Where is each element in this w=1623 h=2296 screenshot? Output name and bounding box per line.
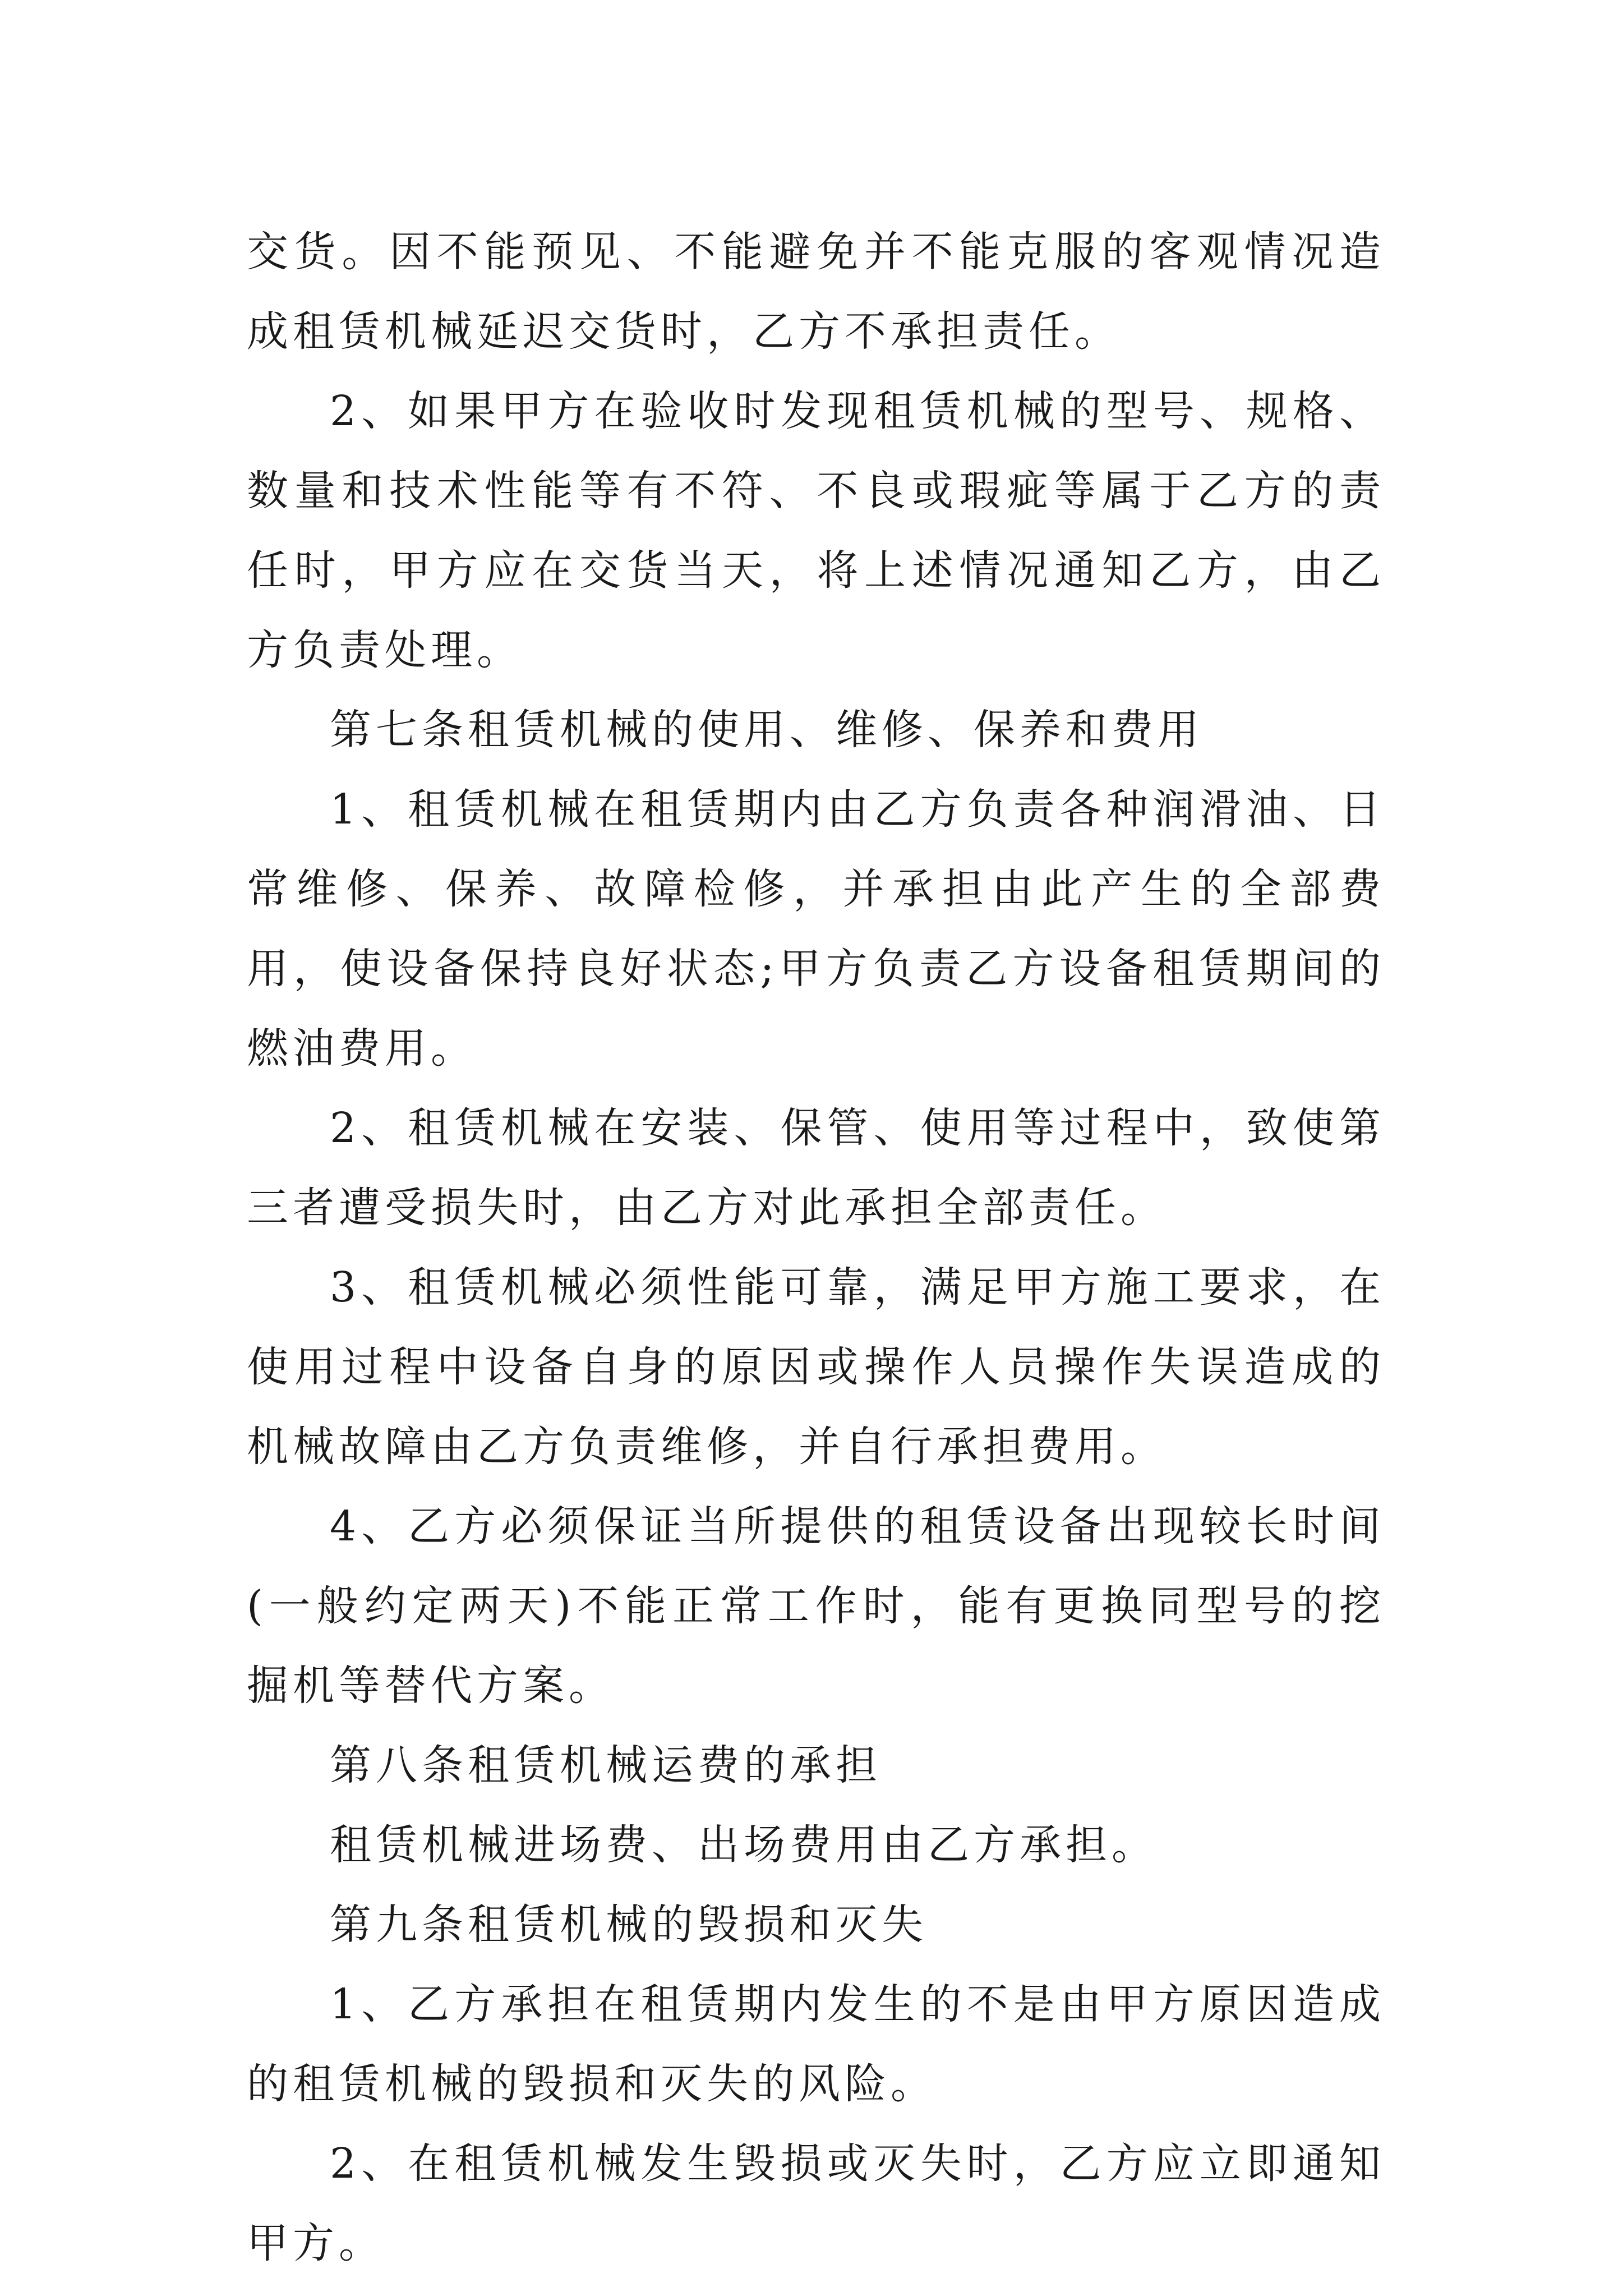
heading-article-8: 第八条租赁机械运费的承担	[330, 1741, 882, 1789]
heading-article-9: 第九条租赁机械的毁损和灭失	[330, 1901, 928, 1949]
paragraph-damage-clause-1: 1、乙方承担在租赁期内发生的不是由甲方原因造成的租赁机械的毁损和灭失的风险。	[247, 1980, 1385, 2108]
paragraph-maintenance-clause-1: 1、租赁机械在租赁期内由乙方负责各种润滑油、日常维修、保养、故障检修，并承担由此产生的全部费用，使设备保持良好状态;甲方负责乙方设备租赁期间的燃油费用。	[247, 785, 1385, 1073]
paragraph-damage-clause-2: 2、在租赁机械发生毁损或灭失时，乙方应立即通知甲方。	[247, 2139, 1385, 2267]
paragraph-delivery-liability: 交货。因不能预见、不能避免并不能克服的客观情况造成租赁机械延迟交货时，乙方不承担责任。	[247, 228, 1385, 356]
heading-article-7: 第七条租赁机械的使用、维修、保养和费用	[330, 706, 1204, 754]
paragraph-inspection-clause: 2、如果甲方在验收时发现租赁机械的型号、规格、数量和技术性能等有不符、不良或瑕疵等属于乙方的责任时，甲方应在交货当天，将上述情况通知乙方，由乙方负责处理。	[247, 387, 1385, 674]
paragraph-maintenance-clause-2: 2、租赁机械在安装、保管、使用等过程中，致使第三者遭受损失时，由乙方对此承担全部责任。	[247, 1104, 1385, 1232]
paragraph-maintenance-clause-3: 3、租赁机械必须性能可靠，满足甲方施工要求，在使用过程中设备自身的原因或操作人员操作失误造成的机械故障由乙方负责维修，并自行承担费用。	[247, 1263, 1385, 1471]
paragraph-freight-clause: 租赁机械进场费、出场费用由乙方承担。	[330, 1821, 1158, 1869]
paragraph-maintenance-clause-4: 4、乙方必须保证当所提供的租赁设备出现较长时间(一般约定两天)不能正常工作时，能有更换同型号的挖掘机等替代方案。	[247, 1502, 1385, 1710]
document-body	[247, 212, 1385, 2283]
